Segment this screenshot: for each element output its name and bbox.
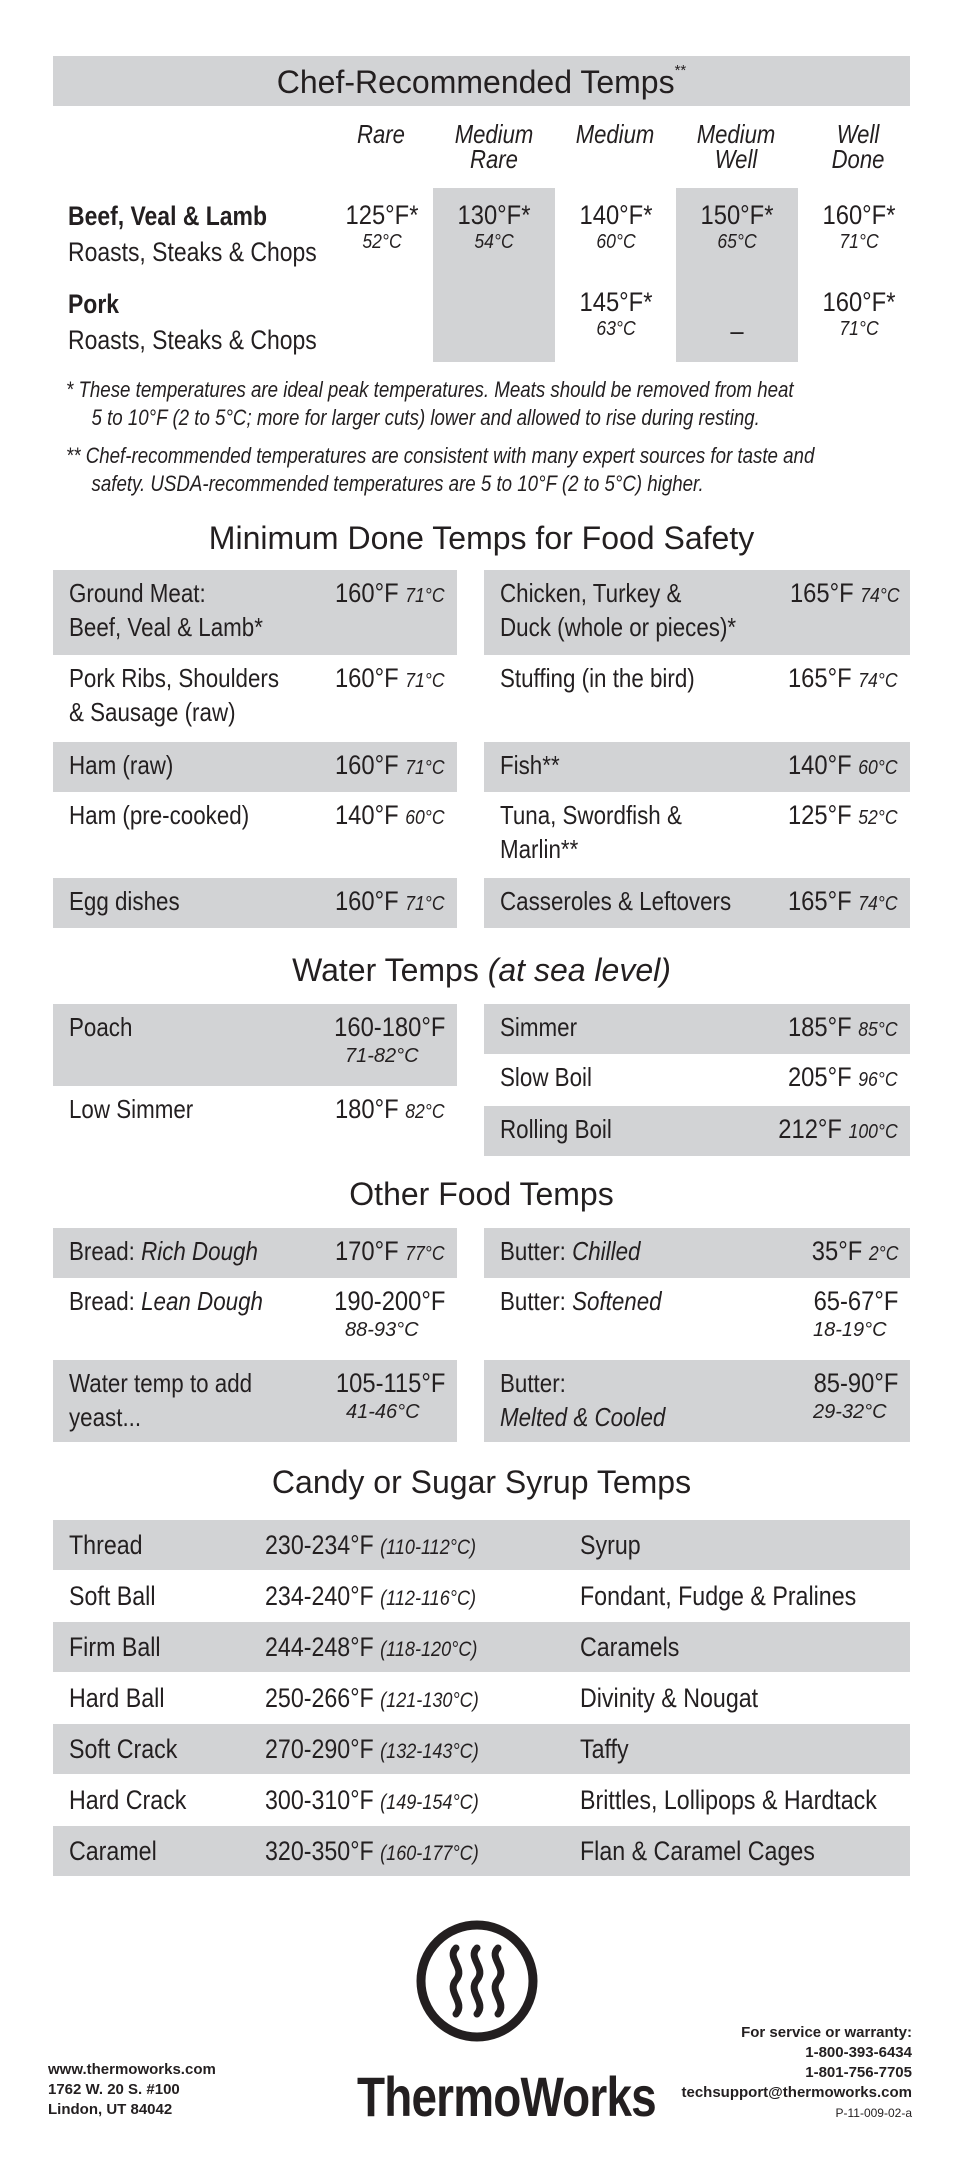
- water-left-row-2: Low Simmer 180°F 82°C: [69, 1094, 445, 1124]
- beef-rare-temp: 125°F* 52°C: [345, 200, 419, 253]
- safety-left-row-3: Ham (raw) 160°F 71°C: [53, 742, 457, 792]
- heat-waves-icon: [414, 1918, 540, 2044]
- pork-row-label: [68, 286, 361, 358]
- chef-title-text: Chef-Recommended Temps: [276, 63, 675, 100]
- chef-title: [277, 62, 687, 101]
- candy-row: Thread 230-234°F (110-112°C) Syrup: [53, 1520, 910, 1570]
- safety-title: Minimum Done Temps for Food Safety: [208, 520, 755, 556]
- candy-title: Candy or Sugar Syrup Temps: [271, 1464, 692, 1500]
- chef-title-mark: **: [674, 61, 687, 79]
- water-title-note: (at sea level): [487, 952, 671, 988]
- col-head-medium-well: Medium Well: [696, 119, 776, 174]
- pork-medium-well-dash: –: [730, 316, 744, 346]
- chef-section-header: [53, 56, 910, 106]
- beef-medium-well-temp: 150°F* 65°C: [700, 200, 774, 253]
- other-left-row-2: Bread: Lean Dough 190-200°F 88-93°C: [69, 1286, 445, 1341]
- other-right-row-3: Butter: Melted & Cooled 85-90°F 29-32°C: [484, 1360, 910, 1442]
- water-right-row-2: Slow Boil 205°F 96°C: [500, 1062, 898, 1092]
- col-head-medium-rare: Medium Rare: [454, 119, 534, 174]
- safety-left-row-5: Egg dishes 160°F 71°C: [53, 878, 457, 928]
- pork-name: Pork: [68, 289, 120, 319]
- footnote-1: * These temperatures are ideal peak temperatures. Meats should be removed from heat 5 to 10°F (2 to 5°C; more for larger cuts) lower and allowed to rise during resting.: [66, 377, 794, 430]
- water-right-row-1: Simmer 185°F 85°C: [484, 1004, 910, 1054]
- support-email[interactable]: techsupport@thermoworks.com: [681, 2084, 912, 2101]
- service-contact: For service or warranty: 1-800-393-6434 1-801-756-7705 techsupport@thermoworks.com P-11-009-02-a: [682, 2023, 913, 2123]
- other-right-row-2: Butter: Softened 65-67°F 18-19°C: [500, 1286, 898, 1341]
- water-right-row-3: Rolling Boil 212°F 100°C: [484, 1106, 910, 1156]
- safety-left-row-2: Pork Ribs, Shoulders & Sausage (raw) 160°F 71°C: [69, 663, 445, 727]
- safety-right-row-2: Stuffing (in the bird) 165°F 74°C: [500, 663, 898, 693]
- col-head-medium: Medium: [575, 119, 655, 149]
- safety-left-row-4: Ham (pre-cooked) 140°F 60°C: [69, 800, 445, 830]
- beef-well-done-temp: 160°F* 71°C: [822, 200, 896, 253]
- candy-row: Soft Crack 270-290°F (132-143°C) Taffy: [53, 1724, 910, 1774]
- candy-row: Caramel 320-350°F (160-177°C) Flan & Caramel Cages: [53, 1826, 910, 1876]
- pork-well-done-temp: 160°F* 71°C: [822, 287, 896, 340]
- beef-name: Beef, Veal & Lamb: [68, 201, 267, 231]
- candy-row: Hard Ball 250-266°F (121-130°C) Divinity & Nougat: [69, 1682, 759, 1713]
- candy-row: Firm Ball 244-248°F (118-120°C) Caramels: [53, 1622, 910, 1672]
- beef-medium-rare-temp: 130°F* 54°C: [457, 200, 531, 253]
- col-head-well-done: Well Done: [831, 119, 885, 174]
- safety-left-row-1: Ground Meat: Beef, Veal & Lamb* 160°F 71°C: [53, 570, 457, 655]
- safety-right-row-1: Chicken, Turkey & Duck (whole or pieces)* 165°F 74°C: [484, 570, 910, 655]
- candy-row: Soft Ball 234-240°F (112-116°C) Fondant, Fudge & Pralines: [69, 1580, 857, 1611]
- beef-medium-temp: 140°F* 60°C: [579, 200, 653, 253]
- document-code: P-11-009-02-a: [835, 2106, 912, 2120]
- other-left-row-1: Bread: Rich Dough 170°F 77°C: [53, 1228, 457, 1278]
- company-address: www.thermoworks.com 1762 W. 20 S. #100 Lindon, UT 84042: [48, 2061, 216, 2118]
- pork-sub: Roasts, Steaks & Chops: [68, 325, 317, 355]
- safety-right-row-4: Tuna, Swordfish & Marlin** 125°F 52°C: [500, 800, 898, 864]
- safety-right-row-5: Casseroles & Leftovers 165°F 74°C: [484, 878, 910, 928]
- other-title: Other Food Temps: [349, 1176, 614, 1212]
- other-right-row-1: Butter: Chilled 35°F 2°C: [484, 1228, 910, 1278]
- col-head-rare: Rare: [357, 119, 405, 149]
- safety-right-row-3: Fish** 140°F 60°C: [484, 742, 910, 792]
- water-left-row-1: Poach 160-180°F 71-82°C: [53, 1004, 457, 1086]
- beef-row-label: [68, 198, 361, 270]
- brand-logo: ThermoWorks: [357, 2065, 656, 2128]
- other-left-row-3: Water temp to add yeast... 105-115°F 41-46°C: [53, 1360, 457, 1442]
- footnote-2: ** Chef-recommended temperatures are consistent with many expert sources for taste and safety. USDA-recommended temperatures are 5 to 10°F (2 to 5°C) higher.: [66, 443, 815, 496]
- website-link[interactable]: www.thermoworks.com: [48, 2061, 216, 2078]
- water-title: Water Temps (at sea level): [292, 952, 671, 988]
- pork-medium-temp: 145°F* 63°C: [579, 287, 653, 340]
- candy-row: Hard Crack 300-310°F (149-154°C) Brittles, Lollipops & Hardtack: [69, 1784, 877, 1815]
- beef-sub: Roasts, Steaks & Chops: [68, 237, 317, 267]
